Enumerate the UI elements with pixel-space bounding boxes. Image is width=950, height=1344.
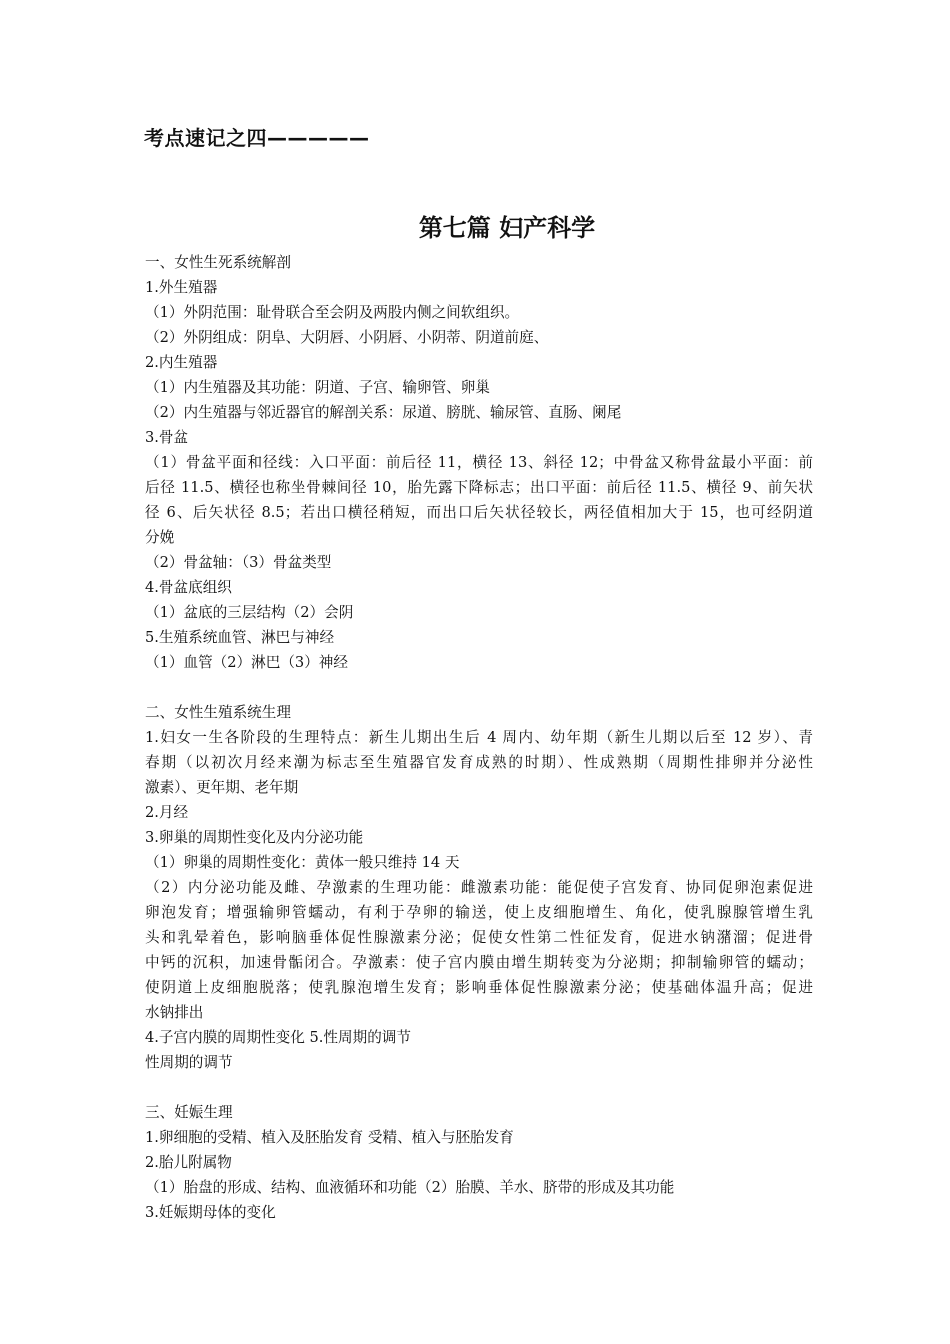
- text-line: 3.妊娠期母体的变化: [145, 1204, 276, 1221]
- text-line: 中钙的沉积，加速骨骺闭合。孕激素：使子宫内膜由增生期转变为分泌期；抑制输卵管的蠕动；: [145, 954, 813, 971]
- text-line: （1）卵巢的周期性变化：黄体一般只维持 14 天: [145, 854, 460, 871]
- text-line: 2.内生殖器: [145, 354, 218, 371]
- doc-title: 第七篇 妇产科学: [418, 214, 596, 242]
- text-line: 春期（以初次月经来潮为标志至生殖器官发育成熟的时期）、性成熟期（周期性排卵并分泌性: [145, 754, 813, 771]
- text-line: 5.生殖系统血管、淋巴与神经: [145, 629, 335, 646]
- text-line: 4.子宫内膜的周期性变化 5.性周期的调节: [145, 1029, 411, 1046]
- text-line: 2.月经: [145, 804, 189, 821]
- text-line: 三、妊娠生理: [145, 1104, 233, 1121]
- text-line: 性周期的调节: [145, 1054, 233, 1071]
- text-line: 一、女性生死系统解剖: [145, 254, 291, 271]
- text-line: 后径 11.5、横径也称坐骨棘间径 10，胎先露下降标志；出口平面：前后径 11.5、横径 9、前矢状: [145, 479, 813, 496]
- text-line: 1.妇女一生各阶段的生理特点：新生儿期出生后 4 周内、幼年期（新生儿期以后至 12 岁）、青: [145, 729, 813, 746]
- text-line: 1.外生殖器: [145, 279, 218, 296]
- blank-line: [145, 675, 813, 700]
- text-line: （1）盆底的三层结构（2）会阴: [145, 604, 354, 621]
- text-line: 二、女性生殖系统生理: [145, 704, 291, 721]
- document-body: [145, 250, 813, 1225]
- text-line: （2）内生殖器与邻近器官的解剖关系：尿道、膀胱、输尿管、直肠、阑尾: [145, 404, 622, 421]
- text-line: 4.骨盆底组织: [145, 579, 232, 596]
- text-line: 使阴道上皮细胞脱落；使乳腺泡增生发育；影响垂体促性腺激素分泌；使基础体温升高；促进: [145, 979, 813, 996]
- text-line: 1.卵细胞的受精、植入及胚胎发育 受精、植入与胚胎发育: [145, 1129, 514, 1146]
- text-line: （1）内生殖器及其功能：阴道、子宫、输卵管、卵巢: [145, 379, 490, 396]
- text-line: （1）外阴范围：耻骨联合至会阴及两股内侧之间软组织。: [145, 304, 520, 321]
- text-line: （1）血管（2）淋巴（3）神经: [145, 654, 348, 671]
- text-line: 径 6、后矢状径 8.5；若出口横径稍短，而出口后矢状径较长，两径值相加大于 15，也可经阴道: [145, 504, 813, 521]
- text-line: 2.胎儿附属物: [145, 1154, 232, 1171]
- text-line: （2）外阴组成：阴阜、大阴唇、小阴唇、小阴蒂、阴道前庭、: [145, 329, 549, 346]
- text-line: 3.骨盆: [145, 429, 189, 446]
- text-line: 水钠排出: [145, 1004, 204, 1021]
- text-line: 头和乳晕着色，影响脑垂体促性腺激素分泌；促使女性第二性征发育，促进水钠潴溜；促进骨: [145, 929, 813, 946]
- text-line: 激素）、更年期、老年期: [145, 779, 299, 796]
- text-line: 3.卵巢的周期性变化及内分泌功能: [145, 829, 364, 846]
- text-line: （1）胎盘的形成、结构、血液循环和功能（2）胎膜、羊水、脐带的形成及其功能: [145, 1179, 675, 1196]
- text-line: （1）骨盆平面和径线：入口平面：前后径 11，横径 13、斜径 12；中骨盆又称骨盆最小平面：前: [145, 454, 813, 471]
- text-line: （2）骨盆轴：（3）骨盆类型: [145, 554, 332, 571]
- text-line: 卵泡发育；增强输卵管蠕动，有利于孕卵的输送，使上皮细胞增生、角化，使乳腺腺管增生乳: [145, 904, 813, 921]
- text-line: 分娩: [145, 529, 175, 546]
- text-line: （2）内分泌功能及雌、孕激素的生理功能：雌激素功能：能促使子宫发育、协同促卵泡素促进: [145, 879, 813, 896]
- doc-heading: 考点速记之四—————: [144, 126, 370, 150]
- blank-line: [145, 1075, 813, 1100]
